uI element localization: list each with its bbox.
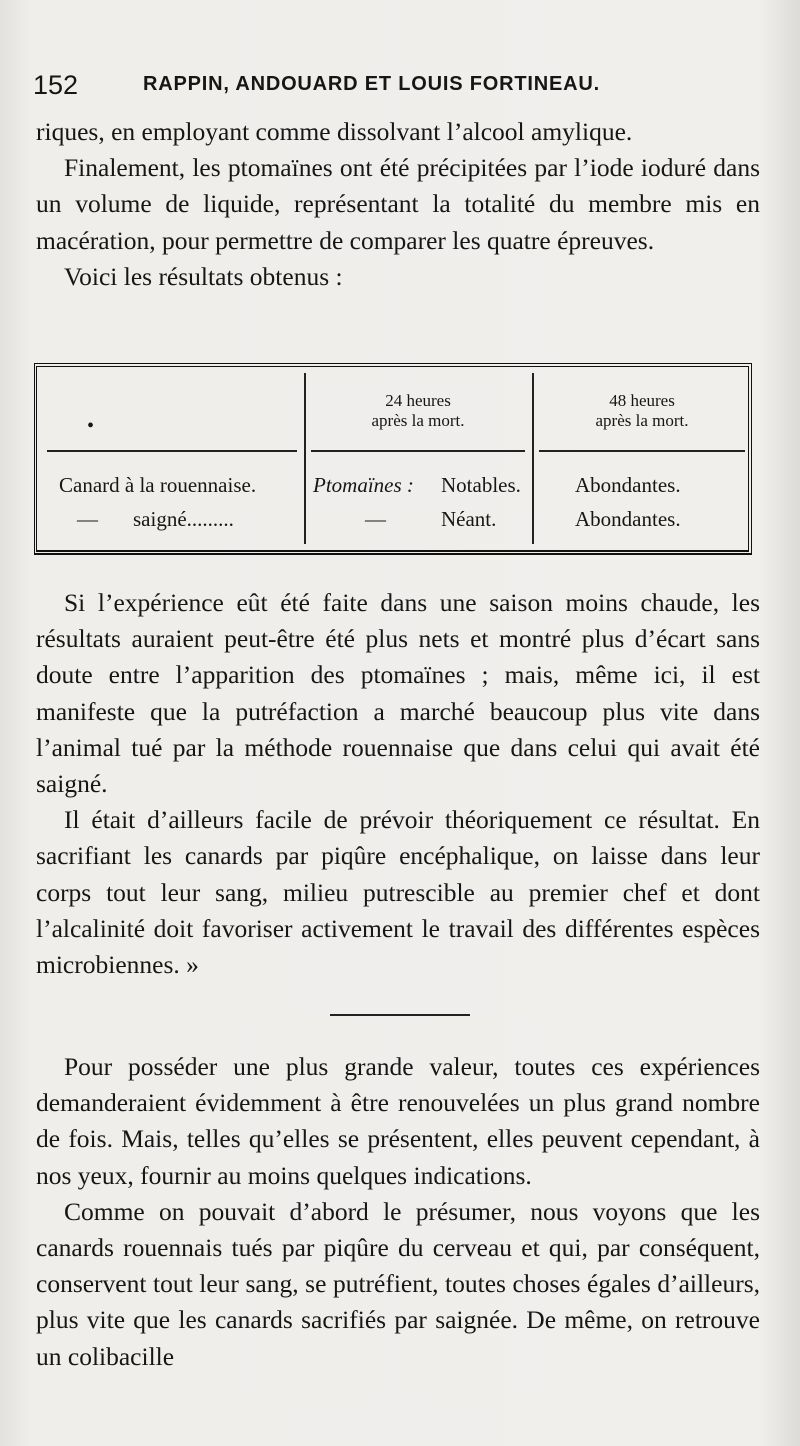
paragraph: Pour posséder une plus grande valeur, toutes ces expériences demanderaient évidemment à être renouvelées un plus grand nombre de fois. Mais, telles qu’elles se présentent, elles peuvent cependant, à nos yeux, fournir au moins quelques indications. [36,1052,760,1190]
row-prefix: Ptomaïnes : [313,473,414,497]
paragraph: Il était d’ailleurs facile de prévoir théoriquement ce résultat. En sacrifiant les canards par piqûre encéphalique, on laisse dans leur corps tout leur sang, milieu putrescible au premier chef et dont l’alcalinité doit favoriser activement le travail des différentes espèces microbiennes. » [36,805,760,980]
paragraph: riques, en employant comme dissolvant l’alcool amylique. [36,117,633,146]
text-block-top [36,114,760,295]
table-rule [539,450,745,452]
row-prefix: — [365,507,386,531]
section-separator [330,1014,470,1016]
text-block-bottom [36,1049,760,1375]
page-number: 152 [33,70,79,100]
table-rule [47,450,297,452]
row-label: Canard à la rouennaise. [59,473,257,497]
row-label-dash: — [77,507,98,531]
row-value-48h: Abondantes. [575,473,681,497]
table-rule [311,450,525,452]
paragraph: Si l’expérience eût été faite dans une saison moins chaude, les résultats auraient peut-être été plus nets et montré plus d’écart sans doute entre l’apparition des ptomaïnes ; mais, même ici, il est manifeste que la putréfaction a marché beaucoup plus vite dans l’animal tué par la méthode rouennaise que dans celui qui avait été saigné. [36,588,760,799]
column-header-48h: 48 heures après la mort. [595,391,689,430]
table-corner-mark: • [87,415,95,437]
table-divider [532,373,534,544]
column-header-24h: 24 heures après la mort. [371,391,465,430]
row-value-48h: Abondantes. [575,507,681,531]
row-value-24h: Néant. [441,507,497,531]
results-table [34,363,752,555]
text-block-middle [36,585,760,983]
row-label: saigné......... [133,507,234,531]
paragraph: Finalement, les ptomaïnes ont été précipitées par l’iode ioduré dans un volume de liquide, représentant la totalité du membre mis en macération, pour permettre de comparer les quatre épreuves. [36,153,760,255]
page-header [33,70,760,106]
paragraph: Voici les résultats obtenus : [64,261,343,291]
paragraph: Comme on pouvait d’abord le présumer, nous voyons que les canards rouennais tués par piqûre du cerveau et qui, par conséquent, conservent tout leur sang, se putréfient, toutes choses égales d’ailleurs, plus vite que les canards sacrifiés par saignée. De même, on retrouve un colibacille [36,1196,760,1371]
running-head: RAPPIN, ANDOUARD ET LOUIS FORTINEAU. [143,73,600,95]
table-divider [304,373,306,544]
row-value-24h: Notables. [441,473,521,497]
